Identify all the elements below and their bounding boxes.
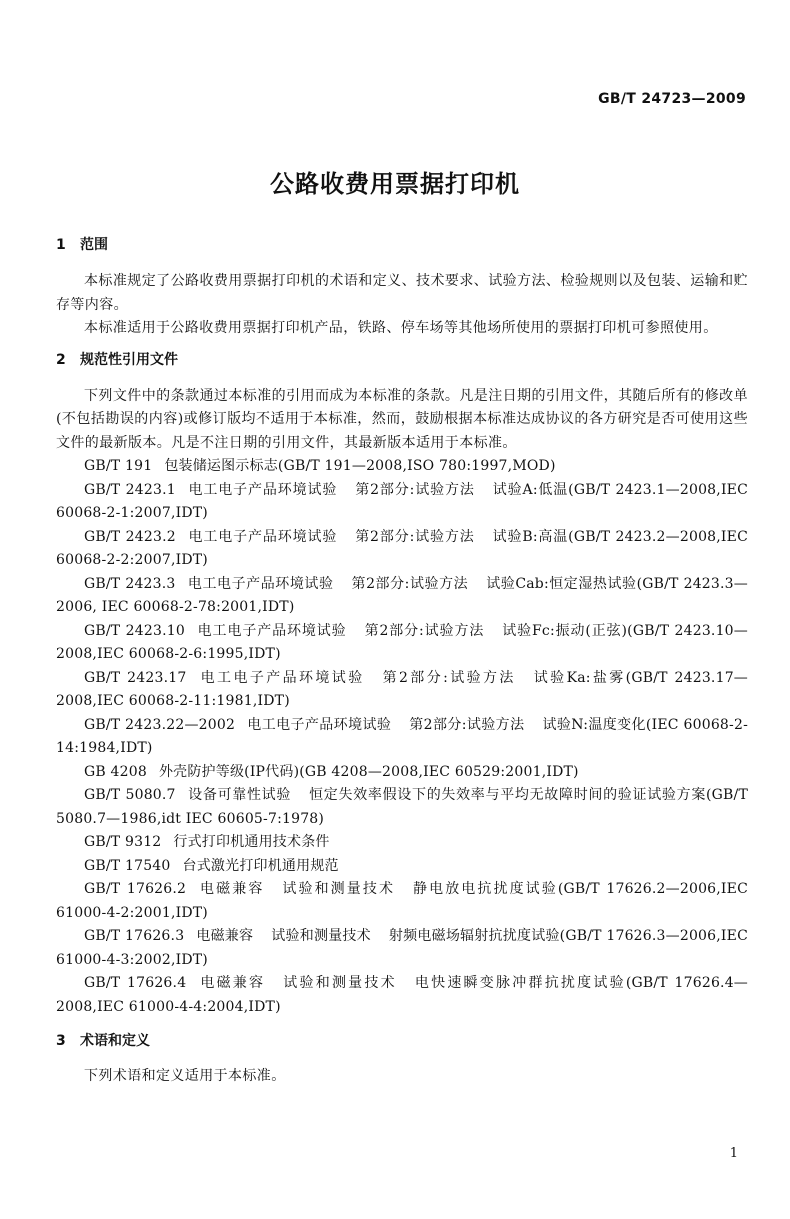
reference-code: GB/T 2423.22—2002 bbox=[84, 716, 236, 733]
reference-text: 设备可靠性试验 bbox=[187, 787, 292, 803]
reference-text: 第2部分:试验方法 bbox=[355, 481, 475, 498]
reference-text: 射频电磁场辐射抗扰度试验(GB/T 17626.3—2006,IEC 61000-4-3:2002,IDT) bbox=[56, 928, 748, 968]
reference-text: 电工电子产品环境试验 bbox=[187, 528, 338, 545]
reference-item bbox=[56, 878, 748, 925]
reference-item bbox=[56, 573, 748, 620]
section-heading-terms bbox=[56, 1031, 748, 1051]
reference-item bbox=[56, 761, 748, 785]
document-title: 公路收费用票据打印机 bbox=[270, 170, 520, 198]
reference-text: 试验和测量技术 bbox=[271, 928, 371, 944]
reference-text: 第2部分:试验方法 bbox=[355, 528, 475, 545]
reference-code: GB/T 191 bbox=[84, 458, 153, 474]
reference-code: GB/T 17626.2 bbox=[84, 881, 187, 897]
reference-item bbox=[56, 455, 748, 479]
scope-paragraph: 本标准规定了公路收费用票据打印机的术语和定义、技术要求、试验方法、检验规则以及包装、运输和贮存等内容。 bbox=[56, 273, 748, 313]
reference-text: 试验N:温度变化(IEC 60068-2-14:1984,IDT) bbox=[56, 716, 749, 756]
section-heading-references bbox=[56, 350, 748, 370]
reference-code: GB/T 17626.4 bbox=[84, 975, 187, 991]
reference-text: 试验和测量技术 bbox=[282, 881, 396, 897]
reference-text: 恒定失效率假设下的失效率与平均无故障时间的验证试验方案(GB/T 5080.7—1986,idt IEC 60605-7:1978) bbox=[56, 787, 749, 827]
reference-text: 试验Cab:恒定湿热试验(GB/T 2423.3—2006, IEC 60068-2-78:2001,IDT) bbox=[56, 575, 748, 615]
terms-intro: 下列术语和定义适用于本标准。 bbox=[84, 1068, 286, 1084]
reference-text: 包装储运图示标志(GB/T 191—2008,ISO 780:1997,MOD) bbox=[164, 458, 556, 474]
reference-code: GB 4208 bbox=[84, 763, 147, 780]
section-number: 1 bbox=[56, 237, 66, 253]
reference-text: 电工电子产品环境试验 bbox=[196, 622, 347, 639]
reference-text: 静电放电抗扰度试验(GB/T 17626.2—2006,IEC 61000-4-2:2001,IDT) bbox=[56, 881, 748, 921]
section-title: 规范性引用文件 bbox=[80, 351, 178, 368]
document-body bbox=[56, 235, 748, 1089]
reference-text: 试验Fc:振动(正弦)(GB/T 2423.10—2008,IEC 60068-2-6:1995,IDT) bbox=[56, 622, 748, 662]
reference-text: 第2部分:试验方法 bbox=[364, 622, 485, 639]
reference-text: 电工电子产品环境试验 bbox=[247, 716, 392, 733]
reference-text: 试验A:低温(GB/T 2423.1—2008,IEC 60068-2-1:2007,IDT) bbox=[56, 481, 749, 521]
reference-text: 电快速瞬变脉冲群抗扰度试验(GB/T 17626.4—2008,IEC 61000-4-4:2004,IDT) bbox=[56, 975, 749, 1015]
scope-paragraph: 本标准适用于公路收费用票据打印机产品，铁路、停车场等其他场所使用的票据打印机可参照使用。 bbox=[84, 320, 718, 336]
reference-code: GB/T 2423.1 bbox=[84, 481, 176, 498]
section-title: 范围 bbox=[80, 237, 108, 253]
reference-code: GB/T 5080.7 bbox=[84, 787, 176, 803]
reference-text: 试验B:高温(GB/T 2423.2—2008,IEC 60068-2-2:2007,IDT) bbox=[56, 528, 748, 568]
reference-code: GB/T 2423.3 bbox=[84, 575, 176, 592]
reference-text: 第2部分:试验方法 bbox=[351, 575, 469, 592]
reference-code: GB/T 17626.3 bbox=[84, 928, 185, 944]
standard-number: GB/T 24723—2009 bbox=[598, 91, 746, 107]
reference-item bbox=[56, 479, 748, 526]
reference-text: 试验和测量技术 bbox=[283, 975, 397, 991]
reference-text: 电磁兼容 bbox=[198, 975, 266, 991]
reference-item bbox=[56, 784, 748, 831]
section-number: 2 bbox=[56, 351, 66, 368]
reference-text: 第2部分:试验方法 bbox=[409, 716, 525, 733]
reference-code: GB/T 17540 bbox=[84, 857, 171, 874]
reference-item bbox=[56, 831, 748, 855]
reference-text: 电磁兼容 bbox=[196, 928, 254, 944]
reference-item bbox=[56, 667, 748, 714]
reference-text: 电工电子产品环境试验 bbox=[187, 481, 338, 498]
reference-text: 电工电子产品环境试验 bbox=[187, 575, 334, 592]
reference-item bbox=[56, 714, 748, 761]
section-heading-scope bbox=[56, 235, 748, 255]
section-title: 术语和定义 bbox=[80, 1033, 150, 1049]
reference-text: 第2部分:试验方法 bbox=[382, 669, 516, 686]
reference-text: 行式打印机通用技术条件 bbox=[173, 834, 330, 850]
reference-code: GB/T 2423.2 bbox=[84, 528, 176, 545]
reference-text: 电磁兼容 bbox=[198, 881, 265, 897]
reference-text: 试验Ka:盐雾(GB/T 2423.17—2008,IEC 60068-2-11:1981,IDT) bbox=[56, 669, 748, 709]
section-number: 3 bbox=[56, 1033, 66, 1049]
reference-text: 电工电子产品环境试验 bbox=[198, 669, 365, 686]
page-number: 1 bbox=[729, 1146, 738, 1161]
reference-item bbox=[56, 526, 748, 573]
reference-code: GB/T 2423.17 bbox=[84, 669, 187, 686]
reference-item bbox=[56, 855, 748, 879]
reference-code: GB/T 9312 bbox=[84, 834, 162, 850]
references-intro: 下列文件中的条款通过本标准的引用而成为本标准的条款。凡是注日期的引用文件，其随后所有的修改单(不包括勘误的内容)或修订版均不适用于本标准，然而，鼓励根据本标准达成协议的各方研究是否可使用这些文件的最新版本。凡是不注日期的引用文件，其最新版本适用于本标准。 bbox=[56, 387, 748, 451]
reference-list bbox=[56, 455, 748, 1019]
reference-text: 台式激光打印机通用规范 bbox=[182, 857, 339, 874]
reference-item bbox=[56, 972, 748, 1019]
reference-text: 外壳防护等级(IP代码)(GB 4208—2008,IEC 60529:2001,IDT) bbox=[158, 763, 579, 780]
reference-item bbox=[56, 925, 748, 972]
reference-code: GB/T 2423.10 bbox=[84, 622, 185, 639]
reference-item bbox=[56, 620, 748, 667]
